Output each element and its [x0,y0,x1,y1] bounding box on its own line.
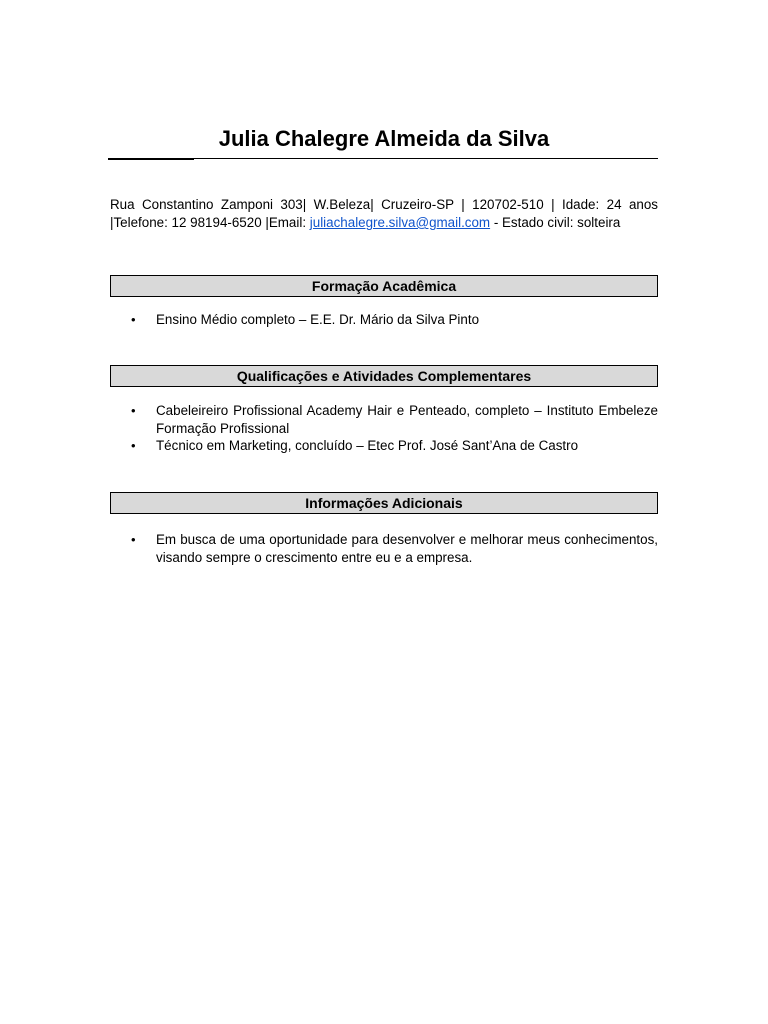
email-link[interactable]: juliachalegre.silva@gmail.com [309,215,491,230]
resume-name: Julia Chalegre Almeida da Silva [218,126,550,151]
bullet-icon: • [131,532,136,547]
section-header-informacoes: Informações Adicionais [110,492,658,514]
list-item-text: Ensino Médio completo – E.E. Dr. Mário da Silva Pinto [156,312,480,327]
contact-marital-status: - Estado civil: solteira [490,215,621,230]
bullet-icon: • [131,312,136,327]
bullet-icon: • [131,438,136,453]
contact-address-line: Rua Constantino Zamponi 303| W.Beleza| Cruzeiro-SP | 120702-510 | Idade: 24 anos [110,197,658,212]
list-item-text: Cabeleireiro Profissional Academy Hair e Penteado, completo – Instituto Embeleze Formação Profissional [156,403,658,436]
formacao-list [110,311,658,329]
qualificacoes-list [110,402,658,455]
list-item-text: Em busca de uma oportunidade para desenvolver e melhorar meus conhecimentos, visando sempre o crescimento entre eu e a empresa. [156,532,658,565]
list-item-text: Técnico em Marketing, concluído – Etec Prof. José Sant’Ana de Castro [156,438,579,453]
bullet-icon: • [131,403,136,418]
contact-info [110,196,658,232]
informacoes-list [110,531,658,566]
contact-phone-email-line [110,214,658,232]
list-item [110,437,658,455]
list-item [110,402,658,437]
section-header-qualificacoes: Qualificações e Atividades Complementares [110,365,658,387]
section-header-formacao: Formação Acadêmica [110,275,658,297]
list-item [110,311,658,329]
list-item [110,531,658,566]
contact-phone: |Telefone: 12 98194-6520 |Email: [110,215,310,230]
name-divider-accent [108,158,194,160]
